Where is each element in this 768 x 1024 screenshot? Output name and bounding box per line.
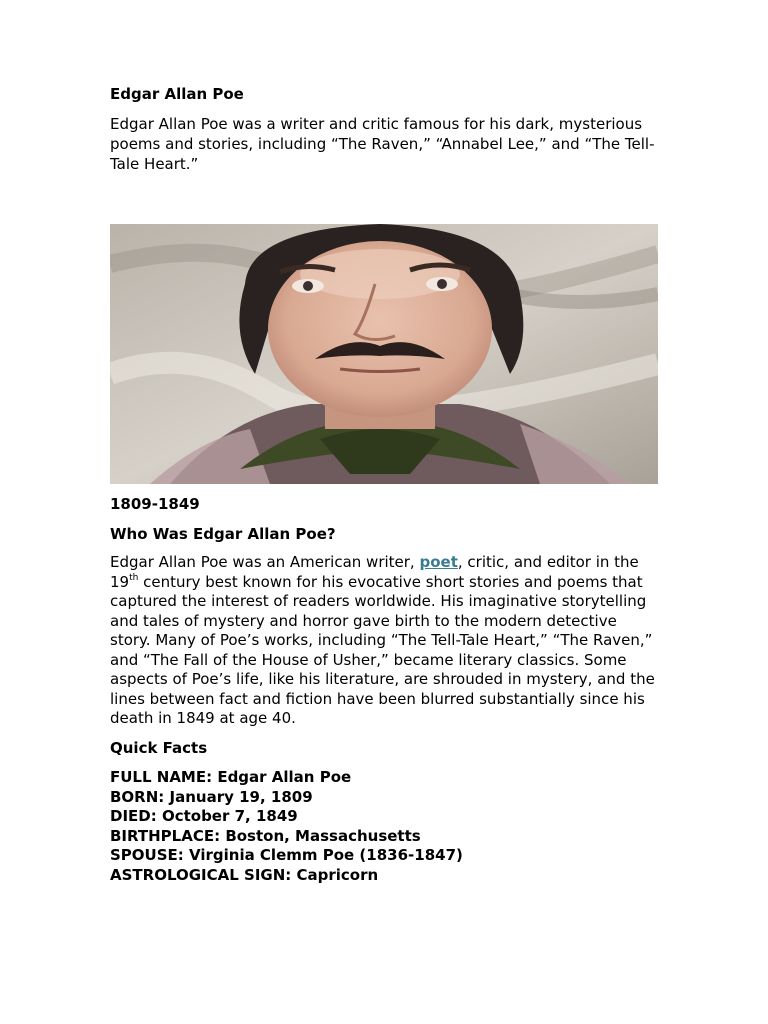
bio-text-1: Edgar Allan Poe was an American writer, <box>110 553 420 571</box>
fact-spouse: SPOUSE: Virginia Clemm Poe (1836-1847) <box>110 846 463 865</box>
fact-full-name: FULL NAME: Edgar Allan Poe <box>110 768 352 786</box>
portrait-image <box>110 224 658 484</box>
poet-link[interactable]: poet <box>419 553 458 571</box>
bio-text-2: , critic, and editor in the 19 <box>110 553 639 591</box>
quick-facts-list <box>110 768 662 886</box>
document-title: Edgar Allan Poe <box>110 85 244 103</box>
biography-paragraph <box>110 553 662 729</box>
section-heading: Who Was Edgar Allan Poe? <box>110 525 336 543</box>
lifespan-years: 1809-1849 <box>110 495 200 513</box>
quick-facts-heading: Quick Facts <box>110 739 208 757</box>
fact-astrological-sign: ASTROLOGICAL SIGN: Capricorn <box>110 865 379 884</box>
ordinal-superscript: th <box>129 572 139 583</box>
intro-paragraph: Edgar Allan Poe was a writer and critic famous for his dark, mysterious poems and stories, including “The Raven,” “Annabel Lee,” and “The Tell-Tale Heart.” <box>110 115 655 173</box>
fact-born: BORN: January 19, 1809 <box>110 787 313 806</box>
bio-text-3: century best known for his evocative short stories and poems that captured the interest of readers worldwide. His imaginative storytelling and tales of mystery and horror gave birth to the modern detective story. Many of Poe’s works, including “The Tell-Tale Heart,” “The Raven,” and “The Fall of the House of Usher,” became literary classics. Some aspects of Poe’s life, like his literature, are shrouded in mystery, and the lines between fact and fiction have been blurred substantially since his death in 1849 at age 40. <box>110 572 655 727</box>
fact-birthplace: BIRTHPLACE: Boston, Massachusetts <box>110 826 421 845</box>
fact-died: DIED: October 7, 1849 <box>110 807 298 826</box>
